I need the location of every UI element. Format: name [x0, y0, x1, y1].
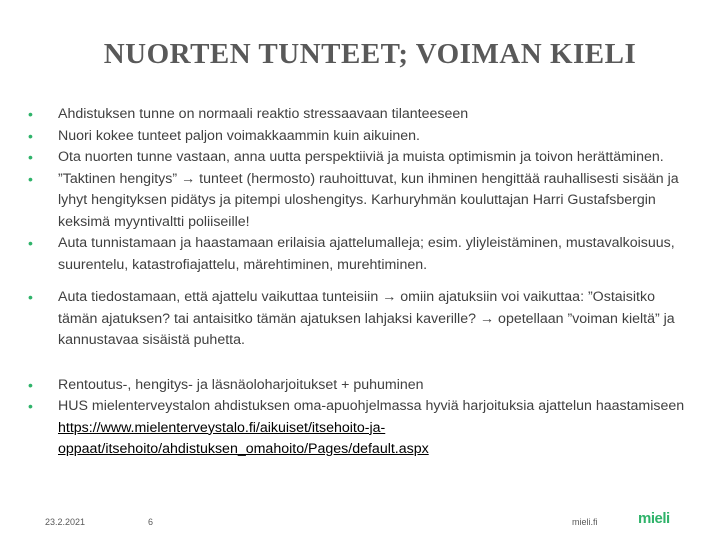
bullet-text: Ota nuorten tunne vastaan, anna uutta perspektiiviä ja muista optimismin ja toivon herättäminen. — [58, 149, 664, 165]
bullet-item — [28, 126, 690, 148]
bullet-item — [28, 104, 690, 126]
bullet-item — [28, 375, 690, 397]
bullet-text: Nuori kokee tunteet paljon voimakkaammin kuin aikuinen. — [58, 127, 420, 144]
bullet-icon: • — [28, 376, 33, 393]
bullet-text: Auta tiedostamaan, että ajattelu vaikuttaa tunteisiin → omiin ajatuksiin voi vaikuttaa: ”Ostaisitko tämän ajatuksen? tai antaisitko tämän ajatuksen lahjaksi kaverille? → opetellaan ”voiman kieltä” ja kannustavaa sisäistä puhetta. — [58, 289, 675, 348]
bullet-item — [28, 287, 690, 352]
mieli-logo: mieli — [638, 510, 670, 527]
bullet-icon: • — [28, 106, 33, 122]
bullet-item — [28, 396, 690, 461]
bullet-icon: • — [28, 289, 33, 305]
bullet-item — [28, 147, 690, 169]
mielenterveystalo-link[interactable]: https://www.mielenterveystalo.fi/aikuiset/itsehoito-ja-oppaat/itsehoito/ahdistuksen_omahoito/Pages/default.aspx — [58, 419, 429, 457]
bullet-list — [28, 104, 690, 461]
slide-title: NUORTEN TUNTEET; VOIMAN KIELI — [103, 38, 637, 70]
bullet-icon: • — [28, 398, 33, 414]
bullet-item — [28, 233, 690, 276]
bullet-item — [28, 169, 690, 234]
bullet-text: Auta tunnistamaan ja haastamaan erilaisia ajattelumalleja; esim. yliyleistäminen, mustavalkoisuus, suurentelu, katastrofiajattelu, märehtiminen, murehtiminen. — [58, 235, 675, 273]
bullet-text: Ahdistuksen tunne on normaali reaktio stressaavaan tilanteeseen — [58, 106, 469, 122]
bullet-text: Rentoutus-, hengitys- ja läsnäoloharjoitukset + puhuminen — [58, 376, 424, 393]
bullet-icon: • — [28, 127, 33, 144]
bullet-icon: • — [28, 149, 33, 165]
bullet-text: ”Taktinen hengitys” → tunteet (hermosto) rauhoittuvat, kun ihminen hengittää rauhallisesti sisään ja lyhyt hengityksen pidätys ja pitempi uloshengitys. Karhuryhmän kouluttajan Harri Gustafsbergin keksimä myyntivaltti poliiseille! — [58, 170, 679, 230]
bullet-icon: • — [28, 235, 33, 251]
page-number: 6 — [148, 517, 154, 527]
footer-date: 23.2.2021 — [45, 517, 86, 527]
bullet-icon: • — [28, 170, 33, 187]
footer-site: mieli.fi — [572, 517, 598, 527]
bullet-text: HUS mielenterveystalon ahdistuksen oma-apuohjelmassa hyviä harjoituksia ajattelun haastamiseen — [58, 398, 685, 414]
